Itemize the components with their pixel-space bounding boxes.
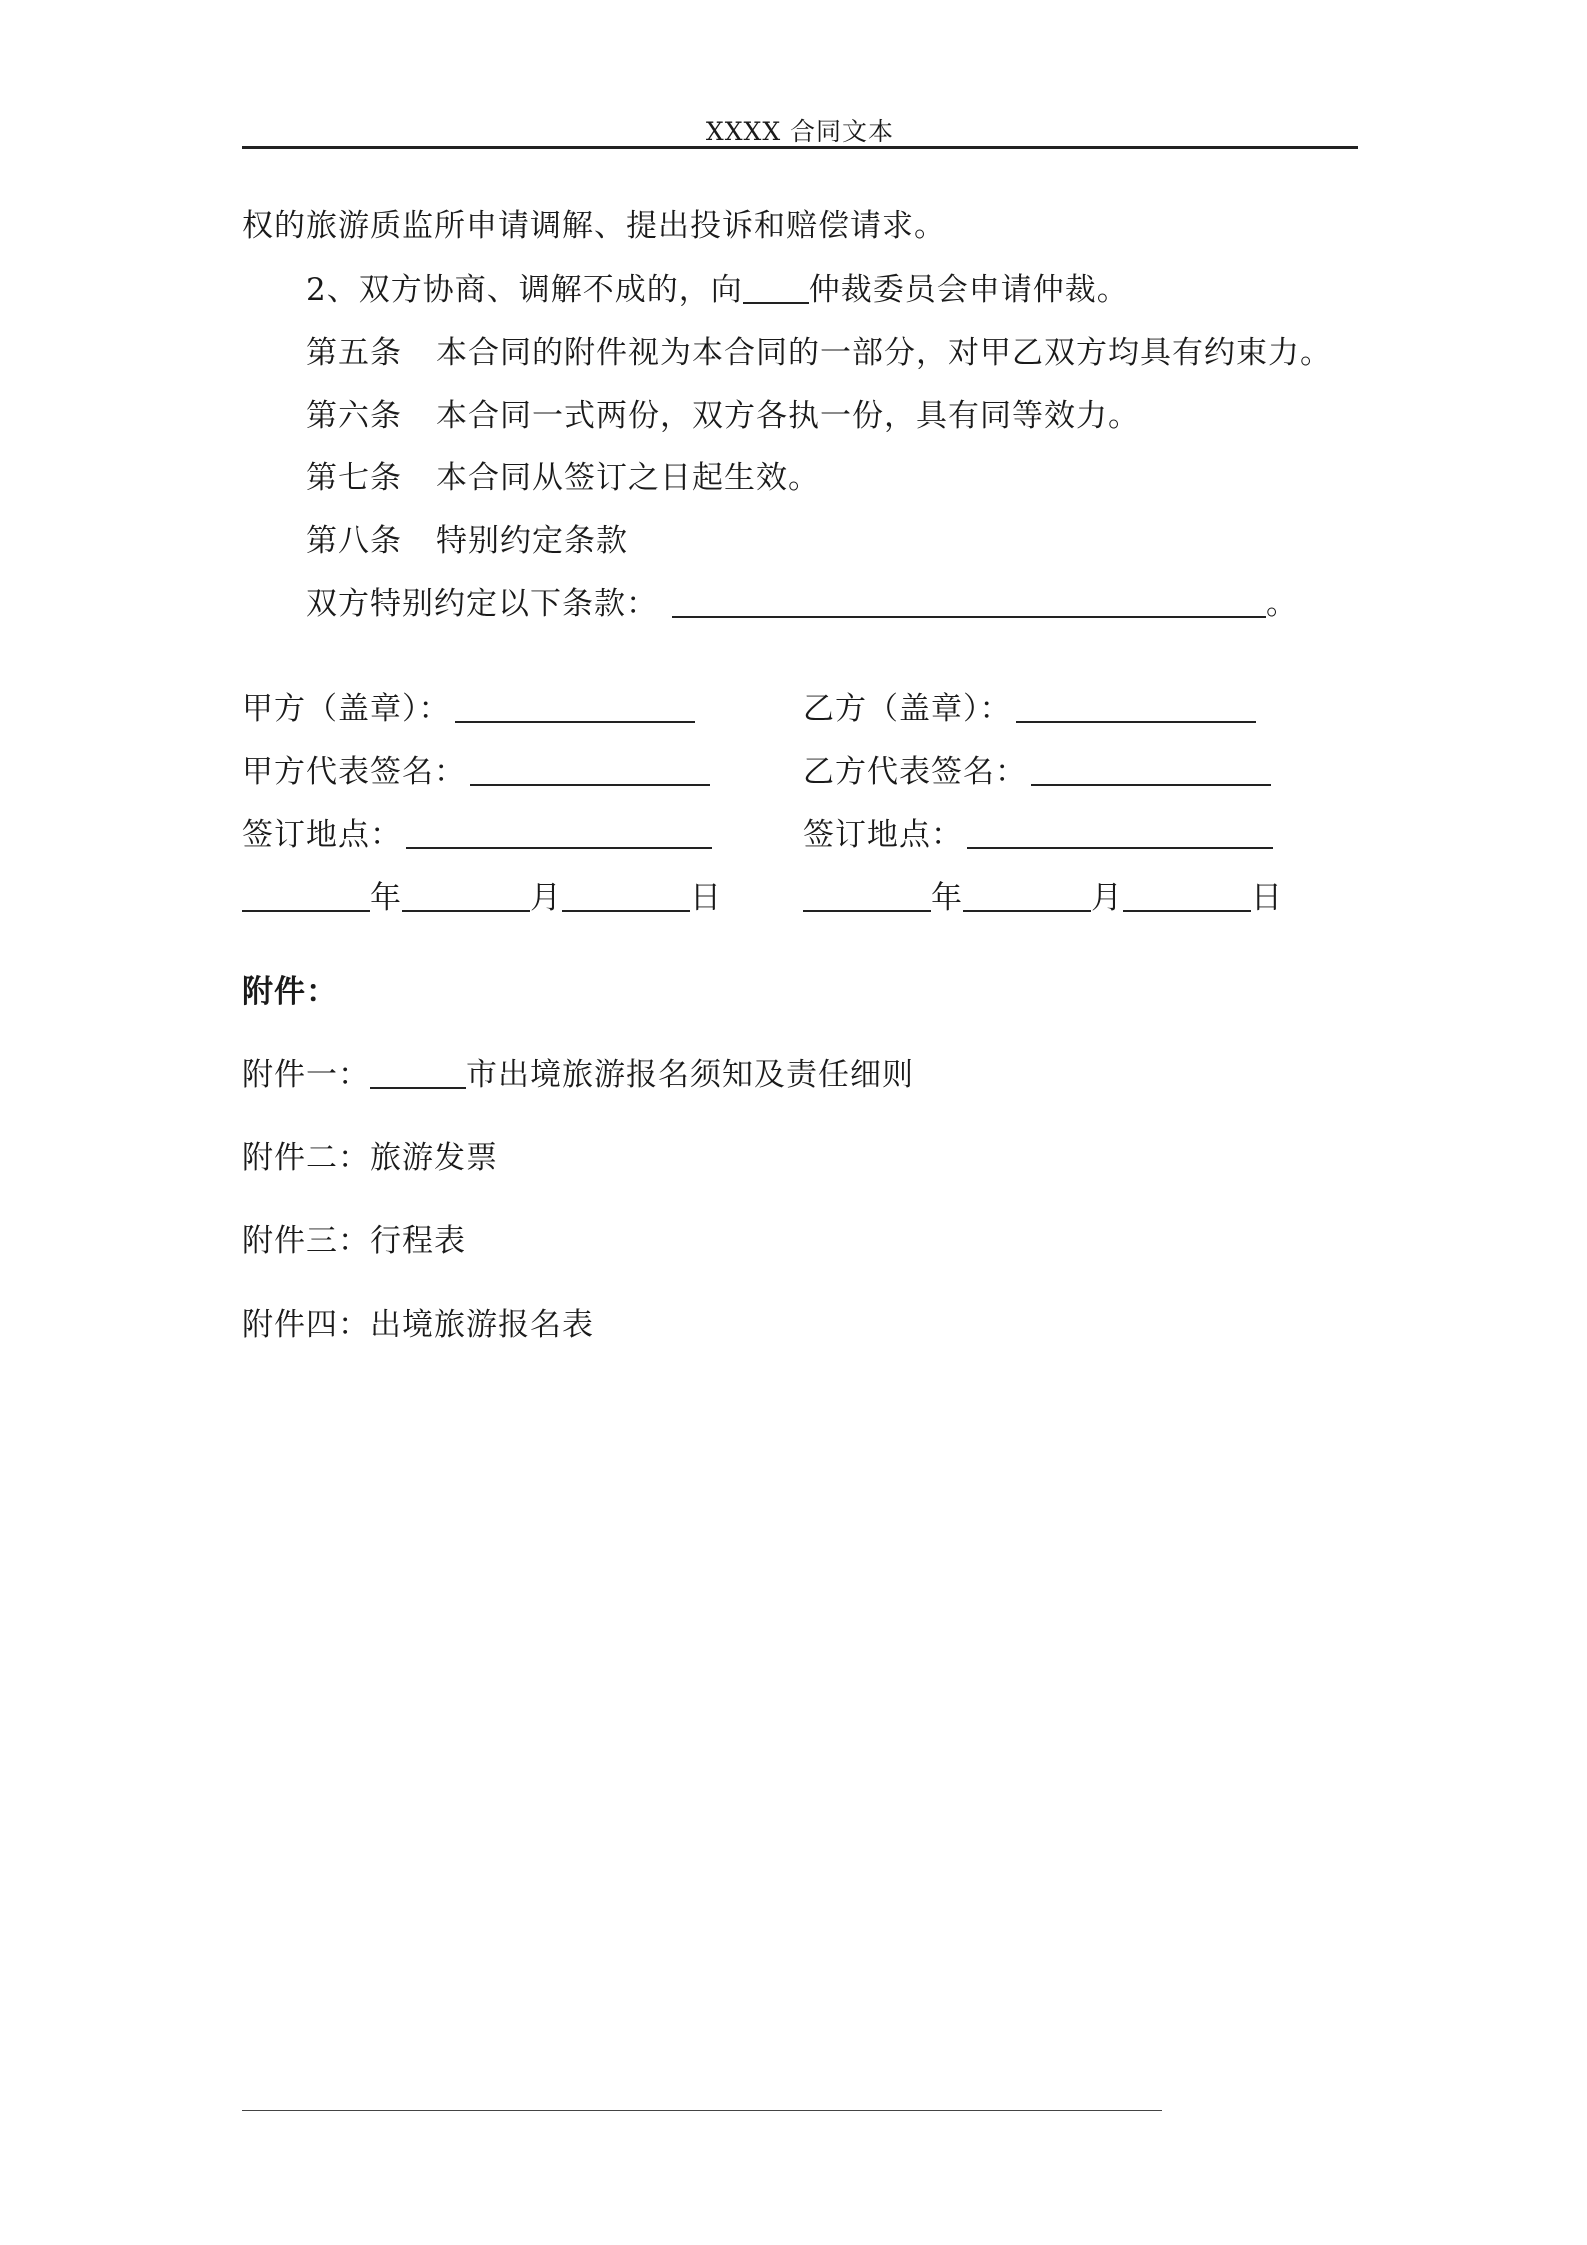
article-6-label: 第六条 xyxy=(306,398,402,434)
paragraph-complaint: 权的旅游质监所申请调解、提出投诉和赔偿请求。 xyxy=(242,208,946,244)
special-terms-label: 双方特别约定以下条款： xyxy=(306,586,658,622)
party-a-place xyxy=(242,815,712,855)
article-6 xyxy=(306,396,1140,436)
party-a-rep-label: 甲方代表签名： xyxy=(242,754,466,790)
party-b-day-blank xyxy=(1123,880,1251,912)
page-header-title: XXXX 合同文本 xyxy=(705,117,895,146)
attachment-1-label: 附件一： xyxy=(242,1057,370,1093)
attachment-2: 附件二：旅游发票 xyxy=(242,1140,498,1176)
party-b-place xyxy=(803,815,1273,855)
party-b-month: 月 xyxy=(1091,880,1123,916)
attachments-heading: 附件： xyxy=(242,974,338,1010)
party-a-place-blank xyxy=(406,817,712,849)
article-5 xyxy=(306,333,1332,373)
party-a-rep xyxy=(242,752,710,792)
attachment-1-blank xyxy=(370,1057,466,1089)
party-b-year-blank xyxy=(803,880,931,912)
article-7-label: 第七条 xyxy=(306,460,402,496)
party-b-month-blank xyxy=(963,880,1091,912)
party-a-seal-label: 甲方（盖章）： xyxy=(242,691,451,727)
special-terms-end: 。 xyxy=(1266,586,1298,622)
party-a-month: 月 xyxy=(530,880,562,916)
party-a-place-label: 签订地点： xyxy=(242,817,402,853)
party-b-seal-label: 乙方（盖章）： xyxy=(803,691,1012,727)
party-a-seal-blank xyxy=(455,691,695,723)
party-b-place-blank xyxy=(967,817,1273,849)
article-8-label: 第八条 xyxy=(306,523,402,559)
party-a-year: 年 xyxy=(370,880,402,916)
party-b-day: 日 xyxy=(1251,880,1283,916)
party-a-rep-blank xyxy=(470,754,710,786)
party-b-year: 年 xyxy=(931,880,963,916)
party-b-rep-label: 乙方代表签名： xyxy=(803,754,1027,790)
attachment-4: 附件四：出境旅游报名表 xyxy=(242,1307,594,1343)
arbitration-text-b: 仲裁委员会申请仲裁。 xyxy=(808,272,1129,308)
attachment-1 xyxy=(242,1055,914,1095)
special-terms-blank xyxy=(672,586,1266,618)
header-rule xyxy=(242,146,1358,149)
party-b-rep-blank xyxy=(1031,754,1271,786)
party-b-rep xyxy=(803,752,1271,792)
party-a-date xyxy=(242,878,722,918)
arbitration-blank xyxy=(743,272,809,304)
party-a-day-blank xyxy=(562,880,690,912)
party-b-seal xyxy=(803,689,1256,729)
attachment-3: 附件三：行程表 xyxy=(242,1223,466,1259)
article-8 xyxy=(306,521,628,561)
article-7 xyxy=(306,458,820,498)
paragraph-arbitration xyxy=(306,270,1129,310)
article-8-text: 特别约定条款 xyxy=(436,523,628,559)
party-b-seal-blank xyxy=(1016,691,1256,723)
special-terms xyxy=(306,584,1298,624)
article-7-text: 本合同从签订之日起生效。 xyxy=(436,460,820,496)
article-6-text: 本合同一式两份，双方各执一份，具有同等效力。 xyxy=(436,398,1140,434)
party-b-date xyxy=(803,878,1283,918)
party-a-day: 日 xyxy=(690,880,722,916)
party-a-year-blank xyxy=(242,880,370,912)
article-5-text: 本合同的附件视为本合同的一部分，对甲乙双方均具有约束力。 xyxy=(436,335,1332,371)
arbitration-text-a: 2、双方协商、调解不成的，向 xyxy=(306,272,743,308)
party-a-seal xyxy=(242,689,695,729)
attachment-1-text: 市出境旅游报名须知及责任细则 xyxy=(466,1057,914,1093)
party-a-month-blank xyxy=(402,880,530,912)
party-b-place-label: 签订地点： xyxy=(803,817,963,853)
article-5-label: 第五条 xyxy=(306,335,402,371)
footer-rule xyxy=(242,2110,1162,2111)
